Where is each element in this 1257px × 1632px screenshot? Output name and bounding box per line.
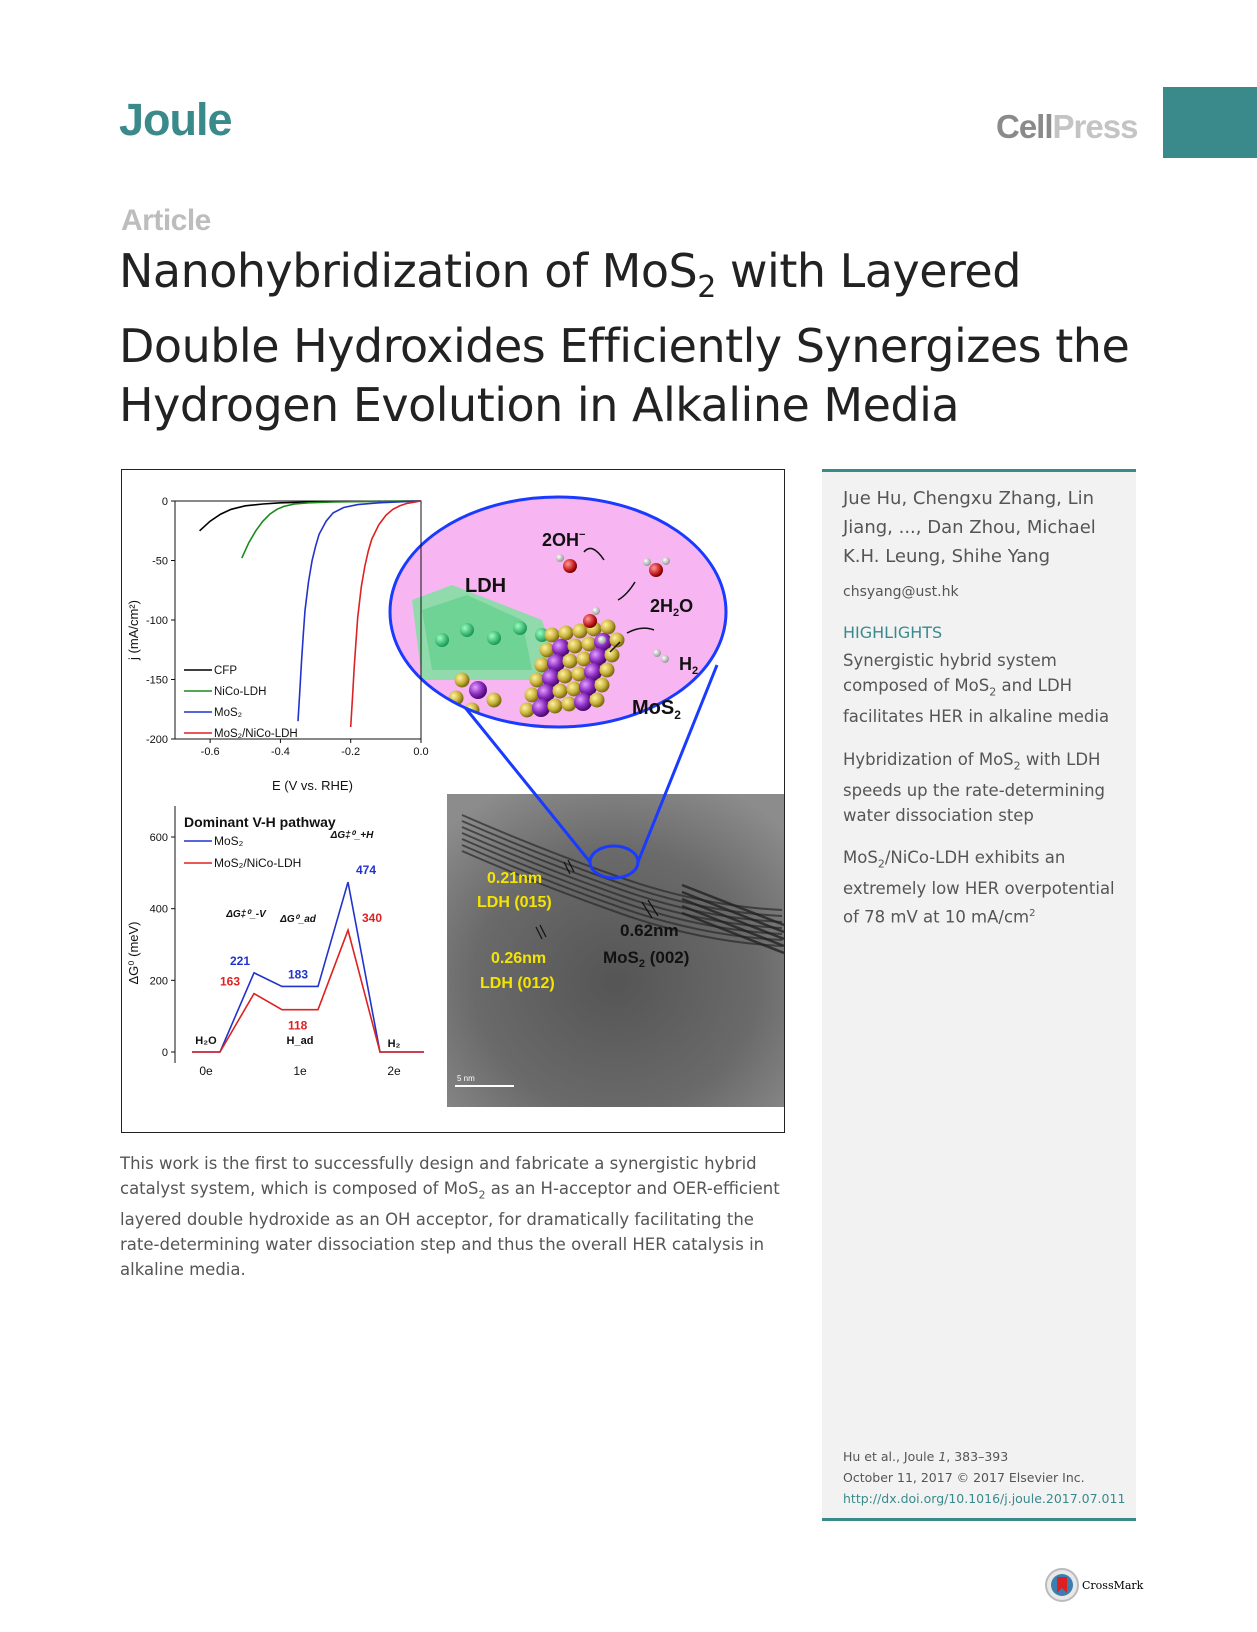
abstract-part-2: as an H-acceptor and OER-efficient layered double hydroxide as an OH acceptor, for dramatically facilitating the rate-determining water dissociation step and thus the overall HER catalysis in alkaline media. <box>120 1179 780 1280</box>
energy-ytick-label: 0 <box>161 1047 168 1059</box>
title-line-1-sub: 2 <box>697 270 716 306</box>
lsv-xtick-label: -0.2 <box>341 746 361 758</box>
article-type-label: Article <box>121 204 211 237</box>
ldh-atom <box>487 631 501 645</box>
energy-state-label: H₂ <box>387 1038 401 1050</box>
citation-line-1 <box>843 1449 1008 1464</box>
publisher-logo <box>996 108 1137 146</box>
label-h2-sub: 2 <box>692 665 699 677</box>
tem-label-mos2-002-a: MoS <box>603 948 639 967</box>
lsv-ytick-label: -150 <box>145 674 168 687</box>
highlights-heading: HIGHLIGHTS <box>843 623 943 642</box>
highlight-1-a: Synergistic hybrid system composed of MoS <box>843 651 1057 695</box>
article-title <box>119 242 1159 435</box>
tem-label-021: 0.21nm <box>487 870 543 887</box>
energy-barrier-label: ΔG‡⁰_+H <box>330 830 374 841</box>
highlight-3 <box>843 845 1128 930</box>
tem-scale-label: 5 nm <box>457 1074 475 1083</box>
label-ldh: LDH <box>465 575 507 597</box>
tem-label-062: 0.62nm <box>620 921 679 940</box>
author-list: Jue Hu, Chengxu Zhang, Lin Jiang, ..., Dan Zhou, Michael K.H. Leung, Shihe Yang <box>843 488 1096 567</box>
s-atom <box>548 699 563 714</box>
crossmark-label: CrossMark <box>1082 1579 1144 1592</box>
lsv-plot-frame <box>175 501 421 739</box>
label-2oh-text: 2OH <box>542 530 580 550</box>
lsv-series-line <box>200 501 421 531</box>
label-mos2-a: MoS <box>632 697 675 719</box>
lsv-legend-label: NiCo-LDH <box>214 686 267 698</box>
energy-legend-label: MoS₂ <box>214 834 244 848</box>
tem-label-ldh015: LDH (015) <box>477 894 552 911</box>
label-2h2o-a: 2H <box>650 596 674 616</box>
energy-value-label: 221 <box>230 953 251 968</box>
publisher-logo-part2: Press <box>1052 108 1138 145</box>
s-atom <box>487 693 502 708</box>
highlight-1-b: and LDH facilitates HER in alkaline media <box>843 676 1110 727</box>
s-atom <box>559 626 574 641</box>
s-atom <box>455 673 470 688</box>
energy-ytick-label: 400 <box>149 903 168 916</box>
tem-label-mos2-002-b: (002) <box>645 948 690 967</box>
citation-line-2: October 11, 2017 © 2017 Elsevier Inc. <box>843 1470 1085 1485</box>
energy-category-label: 2e <box>387 1064 401 1078</box>
lsv-xtick-label: 0.0 <box>413 746 429 758</box>
ldh-atom <box>460 623 474 637</box>
lsv-ytick-label: -50 <box>152 555 168 568</box>
lsv-chart <box>126 496 429 793</box>
s-atom <box>563 654 578 669</box>
energy-ytick-label: 600 <box>149 832 168 844</box>
lsv-ytick-label: 0 <box>161 496 168 508</box>
highlight-3-b: /NiCo-LDH exhibits an extremely low HER overpotential of 78 mV at 10 mA/cm <box>843 848 1115 927</box>
highlight-2-b: with LDH speeds up the rate-determining water dissociation step <box>843 750 1106 826</box>
lsv-xlabel: E (V vs. RHE) <box>272 778 353 793</box>
mo-atom <box>574 693 592 711</box>
energy-value-label: 118 <box>288 1018 308 1033</box>
energy-category-label: 1e <box>293 1064 307 1078</box>
tem-image <box>447 794 784 1107</box>
s-atom <box>595 678 610 693</box>
energy-value-label: 183 <box>288 967 309 982</box>
lsv-ytick-label: -200 <box>145 734 168 746</box>
graphical-abstract-svg <box>122 470 785 1133</box>
s-atom <box>469 681 487 699</box>
title-line-1-b: with Layered <box>715 244 1021 298</box>
mechanism-schematic <box>390 497 726 727</box>
label-2h2o <box>650 596 693 619</box>
label-mos2-sub: 2 <box>674 708 681 722</box>
graphical-abstract <box>121 469 785 1133</box>
energy-value-label: 163 <box>220 974 241 989</box>
publisher-logo-part1: Cell <box>996 108 1053 145</box>
title-line-1-a: Nanohybridization of MoS <box>119 244 698 298</box>
doi-link[interactable]: http://dx.doi.org/10.1016/j.joule.2017.07.011 <box>843 1491 1126 1506</box>
highlight-1-sub: 2 <box>989 685 997 699</box>
energy-chart <box>126 806 424 1078</box>
energy-series-line <box>192 930 424 1052</box>
highlight-3-sub: 2 <box>877 857 885 871</box>
energy-title: Dominant V-H pathway <box>184 814 336 830</box>
energy-barrier-label: ΔG‡⁰_-V <box>226 909 266 920</box>
corresponding-email[interactable]: chsyang@ust.hk <box>843 584 959 600</box>
tem-label-026: 0.26nm <box>491 950 547 967</box>
s-atom <box>590 693 605 708</box>
header-accent-block <box>1163 87 1257 158</box>
crossmark-icon <box>1045 1567 1145 1603</box>
label-h2-a: H <box>679 654 692 674</box>
label-2h2o-b: O <box>679 596 694 616</box>
ldh-atom <box>435 633 449 647</box>
citation-journal: Hu et al., Joule <box>843 1449 939 1464</box>
highlight-1 <box>843 648 1128 729</box>
highlight-3-sup: 2 <box>1029 908 1036 920</box>
journal-logo: Joule <box>119 94 232 145</box>
title-line-3: Hydrogen Evolution in Alkaline Media <box>119 378 960 433</box>
citation-pages: , 383–393 <box>946 1449 1009 1464</box>
abstract-sub-1: 2 <box>478 1188 486 1202</box>
title-line-2: Double Hydroxides Efficiently Synergizes the <box>119 319 1130 374</box>
lsv-xtick-label: -0.6 <box>200 746 220 758</box>
lsv-legend-label: CFP <box>214 665 237 677</box>
label-2h2o-sub: 2 <box>673 607 680 619</box>
energy-ylabel: ΔG⁰ (meV) <box>126 921 141 985</box>
energy-value-label: 340 <box>362 911 383 926</box>
tem-label-mos2-002 <box>603 948 689 970</box>
s-atom <box>558 669 573 684</box>
energy-ytick-label: 200 <box>149 975 168 988</box>
energy-barrier-label: ΔG⁰_ad <box>280 914 316 925</box>
ldh-atom <box>513 621 527 635</box>
lsv-ylabel: j (mA/cm²) <box>126 600 141 660</box>
lsv-ytick-label: -100 <box>145 615 168 627</box>
energy-state-label: H_ad <box>286 1035 314 1047</box>
citation-volume: 1 <box>938 1449 947 1464</box>
label-2oh <box>542 529 585 550</box>
highlight-3-a: MoS <box>843 848 878 867</box>
crossmark-badge[interactable] <box>1045 1567 1145 1603</box>
energy-category-label: 0e <box>199 1064 213 1078</box>
mo-atom <box>532 699 550 717</box>
label-mos2 <box>632 697 681 722</box>
abstract-text <box>120 1151 780 1282</box>
energy-legend-label: MoS₂/NiCo-LDH <box>214 856 302 870</box>
s-atom <box>553 684 568 699</box>
lsv-legend-label: MoS₂/NiCo-LDH <box>214 728 298 740</box>
energy-state-label: H₂O <box>195 1035 217 1047</box>
tem-label-mos2-002-sub: 2 <box>638 958 646 970</box>
s-atom <box>568 639 583 654</box>
highlight-2-sub: 2 <box>1013 759 1021 773</box>
highlight-2-a: Hybridization of MoS <box>843 750 1014 769</box>
lsv-xtick-label: -0.4 <box>270 746 290 758</box>
lsv-legend-label: MoS₂ <box>214 707 243 719</box>
label-2oh-sup: − <box>579 529 586 541</box>
highlight-2 <box>843 747 1128 828</box>
tem-label-ldh012: LDH (012) <box>480 975 555 992</box>
energy-value-label: 474 <box>356 863 377 878</box>
title-line-1 <box>119 242 1159 317</box>
s-atom <box>601 620 616 635</box>
s-atom <box>600 663 615 678</box>
abstract-part-1: This work is the first to successfully design and fabricate a synergistic hybrid catalyst system, which is composed of MoS <box>120 1154 757 1198</box>
